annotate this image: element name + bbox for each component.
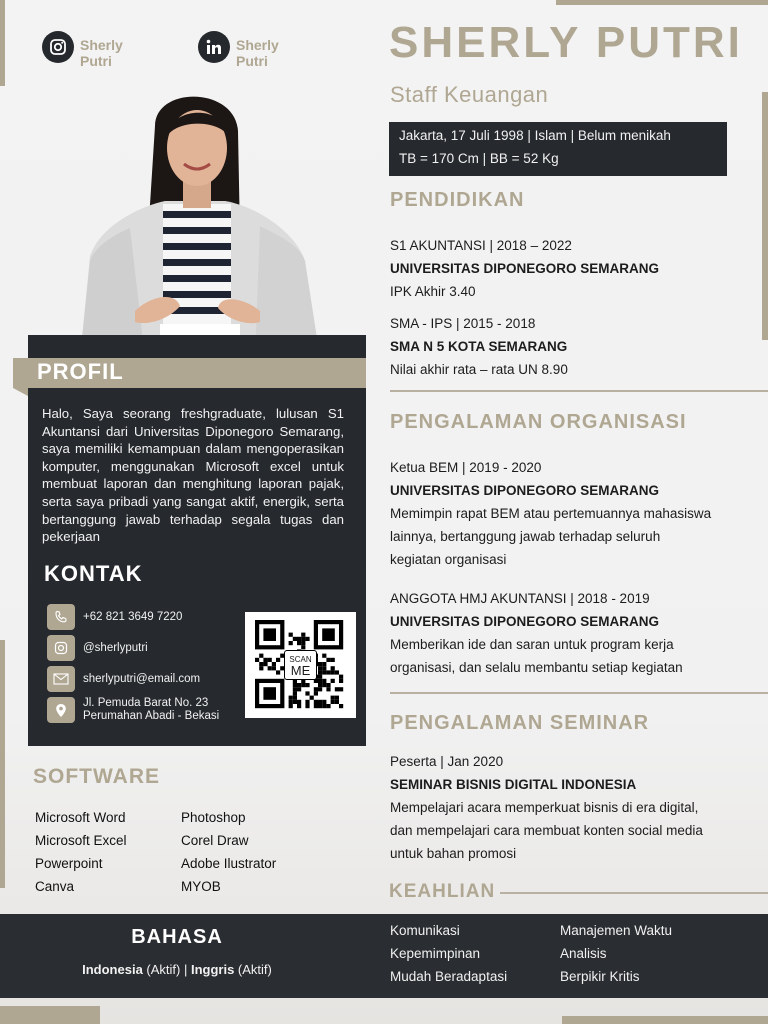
- organisasi-item-2: [390, 587, 683, 679]
- seminar-desc: Mempelajari acara memperkuat bisnis di era digital,: [390, 800, 699, 815]
- software-item: Corel Draw: [181, 833, 249, 848]
- qr-label-top: SCAN: [289, 655, 312, 664]
- personal-info-line2: TB = 170 Cm | BB = 52 Kg: [399, 151, 559, 166]
- skill-item: Manajemen Waktu: [560, 923, 673, 938]
- email-icon: [47, 666, 75, 692]
- org-desc: organisasi, dan selalu membantu setiap kegiatan: [390, 660, 683, 675]
- edu-period: S1 AKUNTANSI | 2018 – 2022: [390, 238, 572, 253]
- edu-school: UNIVERSITAS DIPONEGORO SEMARANG: [390, 261, 660, 276]
- software-title: SOFTWARE: [33, 765, 160, 788]
- bahasa-text: [0, 962, 354, 977]
- seminar-title: PENGALAMAN SEMINAR: [390, 712, 650, 734]
- linkedin-name: Sherly Putri: [236, 37, 279, 69]
- social-linkedin[interactable]: [198, 31, 306, 69]
- keahlian-col-1: [390, 919, 507, 988]
- skill-item: Mudah Beradaptasi: [390, 969, 508, 984]
- software-col-1: [35, 806, 127, 898]
- personal-info-line1: Jakarta, 17 Juli 1998 | Islam | Belum menikah: [399, 128, 671, 143]
- candidate-name: SHERLY PUTRI: [389, 18, 743, 67]
- accent-bar-bottom-left: [0, 1006, 100, 1024]
- contact-address: [47, 697, 237, 723]
- org-desc: kegiatan organisasi: [390, 552, 507, 567]
- qr-label: [284, 650, 317, 680]
- software-item: Microsoft Excel: [35, 833, 127, 848]
- software-col-2: [181, 806, 276, 898]
- accent-bar-top-left: [0, 0, 5, 86]
- contact-email[interactable]: [47, 666, 237, 692]
- instagram-icon: [42, 31, 74, 63]
- org-desc: lainnya, bertanggung jawab terhadap seluruh: [390, 529, 661, 544]
- skill-item: Analisis: [560, 946, 607, 961]
- divider: [390, 390, 768, 392]
- org-name: UNIVERSITAS DIPONEGORO SEMARANG: [390, 483, 660, 498]
- language-2-level: (Aktif): [234, 962, 272, 977]
- phone-icon: [47, 604, 75, 630]
- social-instagram[interactable]: [42, 31, 150, 69]
- instagram-icon: [47, 635, 75, 661]
- profile-photo: [60, 86, 330, 358]
- seminar-desc: dan mempelajari cara membuat konten social media: [390, 823, 703, 838]
- kontak-title: KONTAK: [44, 561, 143, 586]
- accent-bar-right: [762, 92, 768, 340]
- linkedin-icon: [198, 31, 230, 63]
- accent-bar-top-right: [556, 0, 768, 5]
- software-item: Microsoft Word: [35, 810, 126, 825]
- seminar-item: [390, 750, 703, 865]
- software-item: MYOB: [181, 879, 221, 894]
- job-title: Staff Keuangan: [390, 82, 549, 107]
- pendidikan-title: PENDIDIKAN: [390, 189, 525, 211]
- profil-tab-fold: [13, 388, 28, 396]
- software-item: Powerpoint: [35, 856, 103, 871]
- contact-instagram[interactable]: [47, 635, 237, 661]
- instagram-name: Sherly Putri: [80, 37, 123, 69]
- software-item: Adobe Ilustrator: [181, 856, 277, 871]
- software-item: Photoshop: [181, 810, 246, 825]
- seminar-role: Peserta | Jan 2020: [390, 754, 504, 769]
- org-desc: Memberikan ide dan saran untuk program kerja: [390, 637, 674, 652]
- pendidikan-item-1: [390, 234, 659, 303]
- qr-label-bottom: ME: [290, 663, 311, 678]
- qr-code[interactable]: [245, 612, 356, 718]
- org-desc: Memimpin rapat BEM atau pertemuannya mahasiswa: [390, 506, 712, 521]
- skill-item: Kepemimpinan: [390, 946, 481, 961]
- profil-title: PROFIL: [13, 358, 366, 388]
- keahlian-divider: [500, 892, 768, 894]
- profil-text: Halo, Saya seorang freshgraduate, lulusan S1 Akuntansi dari Universitas Diponegoro Semarang, saya memiliki kemampuan dalam mengoperasikan komputer, menggunakan Microsoft excel untuk membuat laporan dan menghitung laporan pajak, serta saya pribadi yang sangat aktif, energik, serta bertanggung jawab terhadap segala tugas dan pekerjaan: [42, 406, 344, 545]
- edu-note: Nilai akhir rata – rata UN 8.90: [390, 362, 568, 377]
- skill-item: Berpikir Kritis: [560, 969, 640, 984]
- language-2: Inggris: [190, 962, 235, 977]
- address-line2: Perumahan Abadi - Bekasi: [83, 710, 220, 722]
- bahasa-title: BAHASA: [131, 926, 223, 948]
- keahlian-title: KEAHLIAN: [389, 881, 496, 902]
- edu-school: SMA N 5 KOTA SEMARANG: [390, 339, 568, 354]
- contact-address-text: [83, 697, 219, 723]
- language-1: Indonesia: [82, 962, 143, 977]
- contact-phone-text: +62 821 3649 7220: [83, 611, 183, 623]
- address-line1: Jl. Pemuda Barat No. 23: [83, 697, 209, 709]
- software-item: Canva: [35, 879, 75, 894]
- seminar-desc: untuk bahan promosi: [390, 846, 517, 861]
- location-pin-icon: [47, 697, 75, 723]
- org-role: Ketua BEM | 2019 - 2020: [390, 460, 542, 475]
- contact-email-text: sherlyputri@email.com: [83, 673, 201, 685]
- contact-phone[interactable]: [47, 604, 237, 630]
- edu-note: IPK Akhir 3.40: [390, 284, 476, 299]
- pendidikan-item-2: [390, 312, 568, 381]
- contact-list: [47, 604, 237, 723]
- accent-bar-bottom-right: [562, 1016, 768, 1024]
- accent-bar-left-mid: [0, 640, 5, 888]
- keahlian-col-2: [560, 919, 672, 988]
- edu-period: SMA - IPS | 2015 - 2018: [390, 316, 536, 331]
- contact-instagram-text: @sherlyputri: [83, 642, 148, 654]
- organisasi-item-1: [390, 456, 711, 571]
- language-1-level: (Aktif) |: [142, 962, 191, 977]
- seminar-name: SEMINAR BISNIS DIGITAL INDONESIA: [390, 777, 637, 792]
- organisasi-title: PENGALAMAN ORGANISASI: [390, 411, 687, 433]
- skill-item: Komunikasi: [390, 923, 460, 938]
- org-name: UNIVERSITAS DIPONEGORO SEMARANG: [390, 614, 660, 629]
- personal-info-box: [389, 122, 727, 176]
- org-role: ANGGOTA HMJ AKUNTANSI | 2018 - 2019: [390, 591, 650, 606]
- divider: [390, 692, 768, 694]
